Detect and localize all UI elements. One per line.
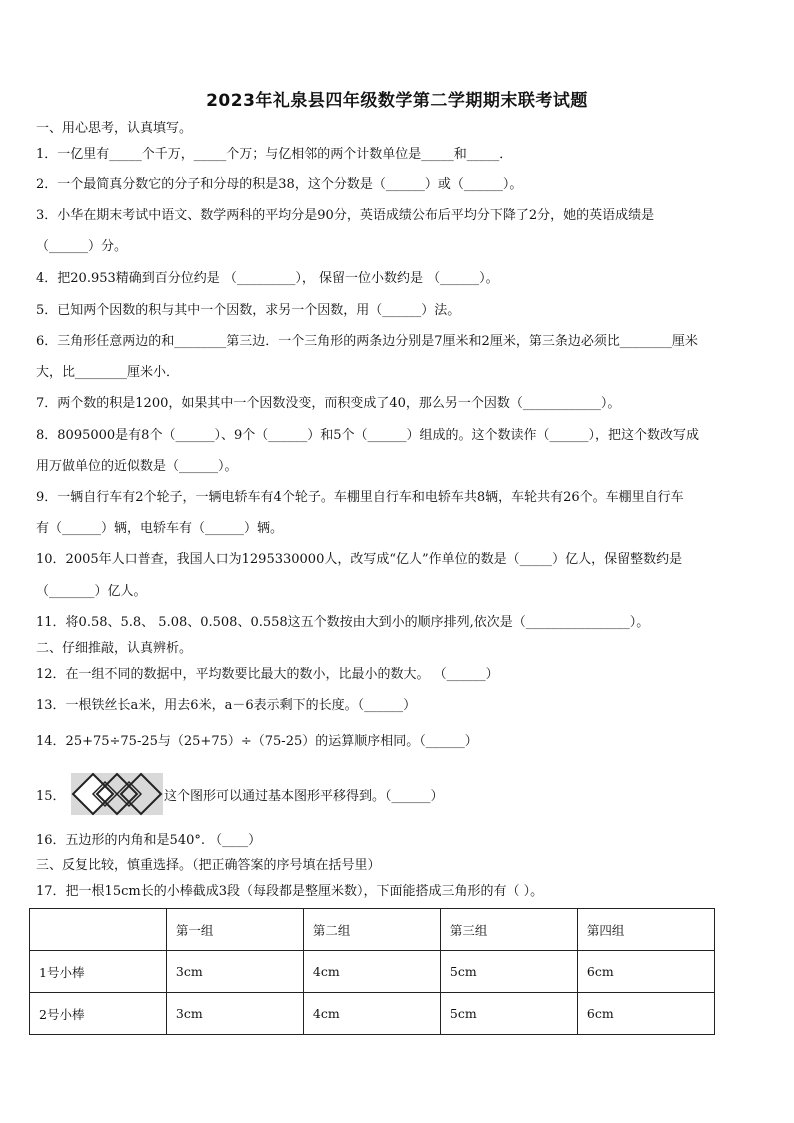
- question-17: 17．把一根15cm长的小棒截成3段（每段都是整厘米数），下面能搭成三角形的有（ ）。: [36, 884, 544, 899]
- table-header-cell: 第二组: [303, 909, 440, 951]
- table-header-cell: [30, 909, 167, 951]
- question-1: 1．一亿里有_____个千万，_____个万；与亿相邻的两个计数单位是_____和_____．: [36, 147, 513, 162]
- rhombus-pattern-figure: [71, 772, 163, 816]
- table-cell: 2号小棒: [30, 993, 167, 1035]
- question-9-line-2: 有（______）辆，电轿车有（______）辆。: [36, 521, 284, 536]
- question-11: 11．将0.58、5.8、 5.08、0.508、0.558这五个数按由大到小的顺序排列,依次是（________________）。: [36, 615, 650, 630]
- question-6-line-2: 大，比________厘米小．: [36, 365, 180, 380]
- table-row: [30, 951, 715, 993]
- question-3-line-2: （______）分。: [36, 239, 128, 254]
- table-cell: 5cm: [440, 951, 577, 993]
- table-cell: 1号小棒: [30, 951, 167, 993]
- question-15-text: 这个图形可以通过基本图形平移得到。（______）: [164, 789, 444, 804]
- table-header-cell: 第一组: [166, 909, 303, 951]
- table-cell: 3cm: [166, 951, 303, 993]
- question-5: 5．已知两个因数的积与其中一个因数，求另一个因数，用（______）法。: [36, 303, 461, 318]
- question-6-line-1: 6．三角形任意两边的和________第三边．一个三角形的两条边分别是7厘米和2厘米，第三条边必须比________厘米: [36, 334, 698, 349]
- question-15-number: 15．: [36, 789, 66, 804]
- table-cell: 4cm: [303, 951, 440, 993]
- question-10-line-1: 10．2005年人口普查，我国人口为1295330000人，改写成“亿人”作单位的数是（_____）亿人，保留整数约是: [36, 552, 683, 567]
- table-cell: 5cm: [440, 993, 577, 1035]
- table-header-cell: 第四组: [577, 909, 714, 951]
- question-8-line-1: 8．8095000是有8个（______）、9个（______）和5个（______）组成的。这个数读作（______），把这个数改写成: [36, 428, 699, 443]
- table-header-row: [30, 909, 715, 951]
- section-1-heading: 一、用心思考，认真填写。: [36, 121, 193, 136]
- table-header-cell: 第三组: [440, 909, 577, 951]
- question-7: 7．两个数的积是1200，如果其中一个因数没变，而积变成了40，那么另一个因数（____________）。: [36, 396, 621, 411]
- question-16: 16．五边形的内角和是540°. （____）: [36, 833, 262, 848]
- question-9-line-1: 9．一辆自行车有2个轮子，一辆电轿车有4个轮子。车棚里自行车和电轿车共8辆，车轮共有26个。车棚里自行车: [36, 490, 684, 505]
- table-cell: 4cm: [303, 993, 440, 1035]
- table-cell: 6cm: [577, 951, 714, 993]
- question-12: 12．在一组不同的数据中，平均数要比最大的数小，比最小的数大。 （______）: [36, 667, 499, 682]
- section-3-heading: 三、反复比较，慎重选择。（把正确答案的序号填在括号里）: [36, 858, 381, 873]
- table-cell: 6cm: [577, 993, 714, 1035]
- exam-title: 2023年礼泉县四年级数学第二学期期末联考试题: [206, 91, 588, 111]
- question-8-line-2: 用万做单位的近似数是（______）。: [36, 459, 238, 474]
- stick-length-table: [29, 908, 715, 1035]
- table-cell: 3cm: [166, 993, 303, 1035]
- section-2-heading: 二、仔细推敲，认真辨析。: [36, 641, 193, 656]
- question-4: 4．把20.953精确到百分位约是 （_________）， 保留一位小数约是 （______）。: [36, 271, 499, 286]
- question-14: 14．25+75÷75-25与（25+75）÷（75-25）的运算顺序相同。（______）: [36, 734, 478, 749]
- question-13: 13．一根铁丝长a米，用去6米，a－6表示剩下的长度。（______）: [36, 698, 417, 713]
- question-3-line-1: 3．小华在期末考试中语文、数学两科的平均分是90分，英语成绩公布后平均分下降了2分，她的英语成绩是: [36, 208, 655, 223]
- question-2: 2．一个最简真分数它的分子和分母的积是38，这个分数是（______）或（______）。: [36, 177, 523, 192]
- table-row: [30, 993, 715, 1035]
- question-10-line-2: （_______）亿人。: [36, 584, 147, 599]
- question-15: [36, 772, 758, 816]
